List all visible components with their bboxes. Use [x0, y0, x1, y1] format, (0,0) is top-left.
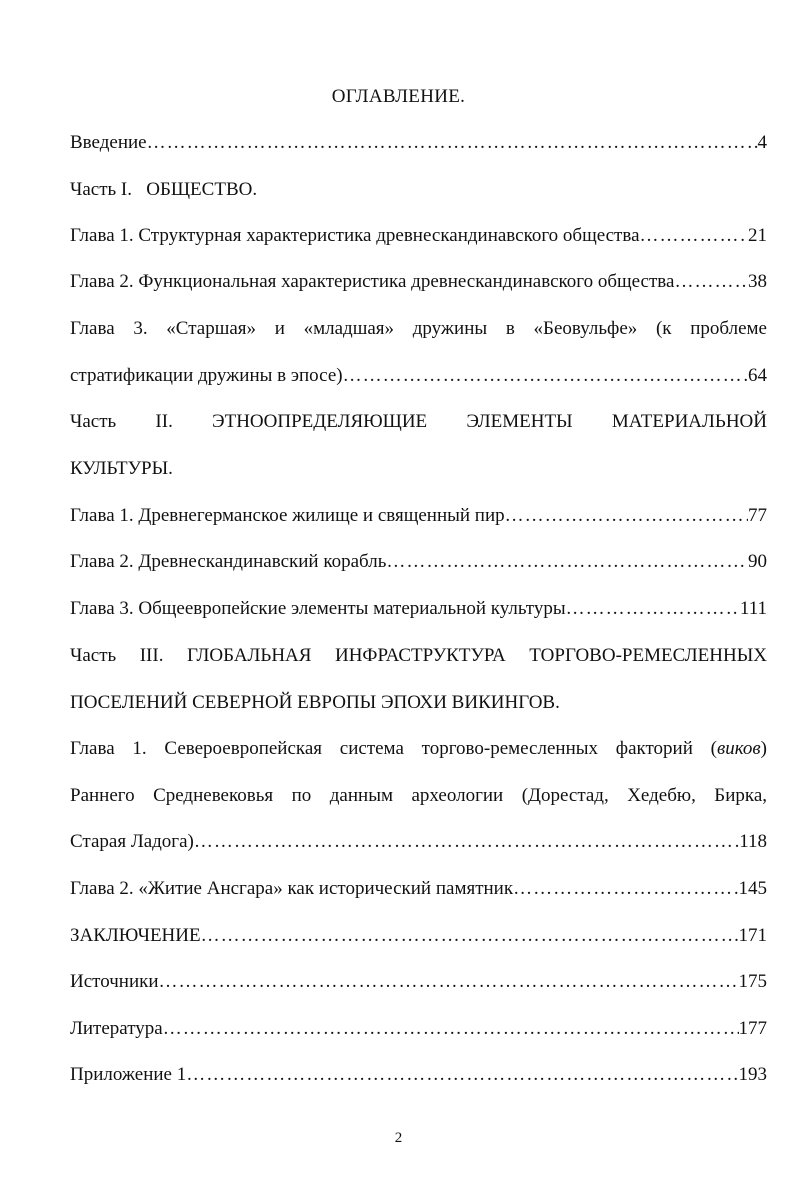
toc-page-number: 145 — [738, 878, 767, 899]
leader-dots — [343, 365, 748, 387]
toc-entry-ch1-2 — [70, 271, 767, 297]
toc-entry-sources — [70, 971, 767, 997]
toc-page-number: 118 — [739, 831, 767, 852]
toc-entry-ch2-2 — [70, 551, 767, 577]
toc-entry-text: ЗАКЛЮЧЕНИЕ — [70, 925, 201, 946]
toc-entry-ch1-1 — [70, 225, 767, 251]
toc-entry-text: Глава 1. Структурная характеристика древнескандинавского общества — [70, 225, 640, 246]
leader-dots — [513, 878, 738, 900]
toc-page-number: 64 — [748, 365, 767, 386]
toc-page-number: 177 — [738, 1018, 767, 1039]
leader-dots — [163, 1018, 739, 1040]
toc-part-3-heading-line2: ПОСЕЛЕНИЙ СЕВЕРНОЙ ЕВРОПЫ ЭПОХИ ВИКИНГОВ. — [70, 692, 560, 713]
toc-page-number: 175 — [738, 971, 767, 992]
toc-entry-text: Глава 1. Древнегерманское жилище и священный пир — [70, 505, 505, 526]
toc-entry-ch1-3-line2 — [70, 365, 767, 391]
toc-page-number: 171 — [738, 925, 767, 946]
toc-entry-text: Приложение 1 — [70, 1064, 187, 1085]
toc-entry-text: Глава 2. Функциональная характеристика древнескандинавского общества — [70, 271, 675, 292]
toc-entry-text: Источники — [70, 971, 159, 992]
toc-page-number: 111 — [739, 598, 767, 619]
toc-entry-text: Глава 1. Североевропейская система торгово-ремесленных факторий ( — [70, 738, 717, 759]
toc-part-3-heading-line1: Часть III. ГЛОБАЛЬНАЯ ИНФРАСТРУКТУРА ТОРГОВО-РЕМЕСЛЕННЫХ — [70, 645, 767, 666]
toc-part-2-heading-line2: КУЛЬТУРЫ. — [70, 458, 173, 479]
toc-entry-text: Литература — [70, 1018, 163, 1039]
toc-page-number: 21 — [748, 225, 767, 246]
leader-dots — [566, 598, 740, 620]
leader-dots — [194, 831, 739, 853]
leader-dots — [147, 132, 758, 154]
leader-dots — [505, 505, 748, 527]
toc-entry-ch3-1-line3 — [70, 831, 767, 857]
toc-entry-ch3-2 — [70, 878, 767, 904]
toc-entry-ch1-3-line1: Глава 3. «Старшая» и «младшая» дружины в «Беовульфе» (к проблеме — [70, 318, 767, 339]
toc-entry-italic: виков — [717, 738, 761, 759]
page-title: ОГЛАВЛЕНИЕ. — [331, 86, 466, 107]
toc-entry-text: Глава 2. Древнескандинавский корабль — [70, 551, 387, 572]
toc-part-2-heading-line1: Часть II. ЭТНООПРЕДЕЛЯЮЩИЕ ЭЛЕМЕНТЫ МАТЕРИАЛЬНОЙ — [70, 411, 767, 432]
leader-dots — [386, 551, 748, 573]
toc-entry-ch3-1-line2: Раннего Средневековья по данным археологии (Дорестад, Хедебю, Бирка, — [70, 785, 767, 806]
toc-entry-text: Старая Ладога) — [70, 831, 194, 852]
leader-dots — [159, 971, 739, 993]
toc-entry-text: Глава 3. Общеевропейские элементы материальной культуры — [70, 598, 566, 619]
toc-entry-ch3-1-line1 — [70, 738, 767, 760]
toc-entry-intro — [70, 132, 767, 158]
toc-part-1-heading: Часть I. ОБЩЕСТВО. — [70, 179, 258, 200]
toc-entry-text: стратификации дружины в эпосе) — [70, 365, 343, 386]
toc-entry-appendix-1 — [70, 1064, 767, 1090]
leader-dots — [674, 271, 748, 293]
toc-entry-literature — [70, 1018, 767, 1044]
toc-page-number: 77 — [748, 505, 767, 526]
toc-entry-text: ) — [760, 738, 767, 759]
page-number: 2 — [394, 1130, 403, 1146]
leader-dots — [201, 925, 739, 947]
toc-page-number: 4 — [757, 132, 767, 153]
toc-entry-ch2-1 — [70, 505, 767, 531]
toc-entry-ch2-3 — [70, 598, 767, 624]
toc-page-number: 90 — [748, 551, 767, 572]
leader-dots — [186, 1064, 738, 1086]
leader-dots — [640, 225, 748, 247]
toc-entry-text: Введение — [70, 132, 147, 153]
toc-page-number: 193 — [738, 1064, 767, 1085]
toc-entry-conclusion — [70, 925, 767, 951]
toc-entry-text: Глава 2. «Житие Ансгара» как исторический памятник — [70, 878, 514, 899]
toc-page-number: 38 — [748, 271, 767, 292]
